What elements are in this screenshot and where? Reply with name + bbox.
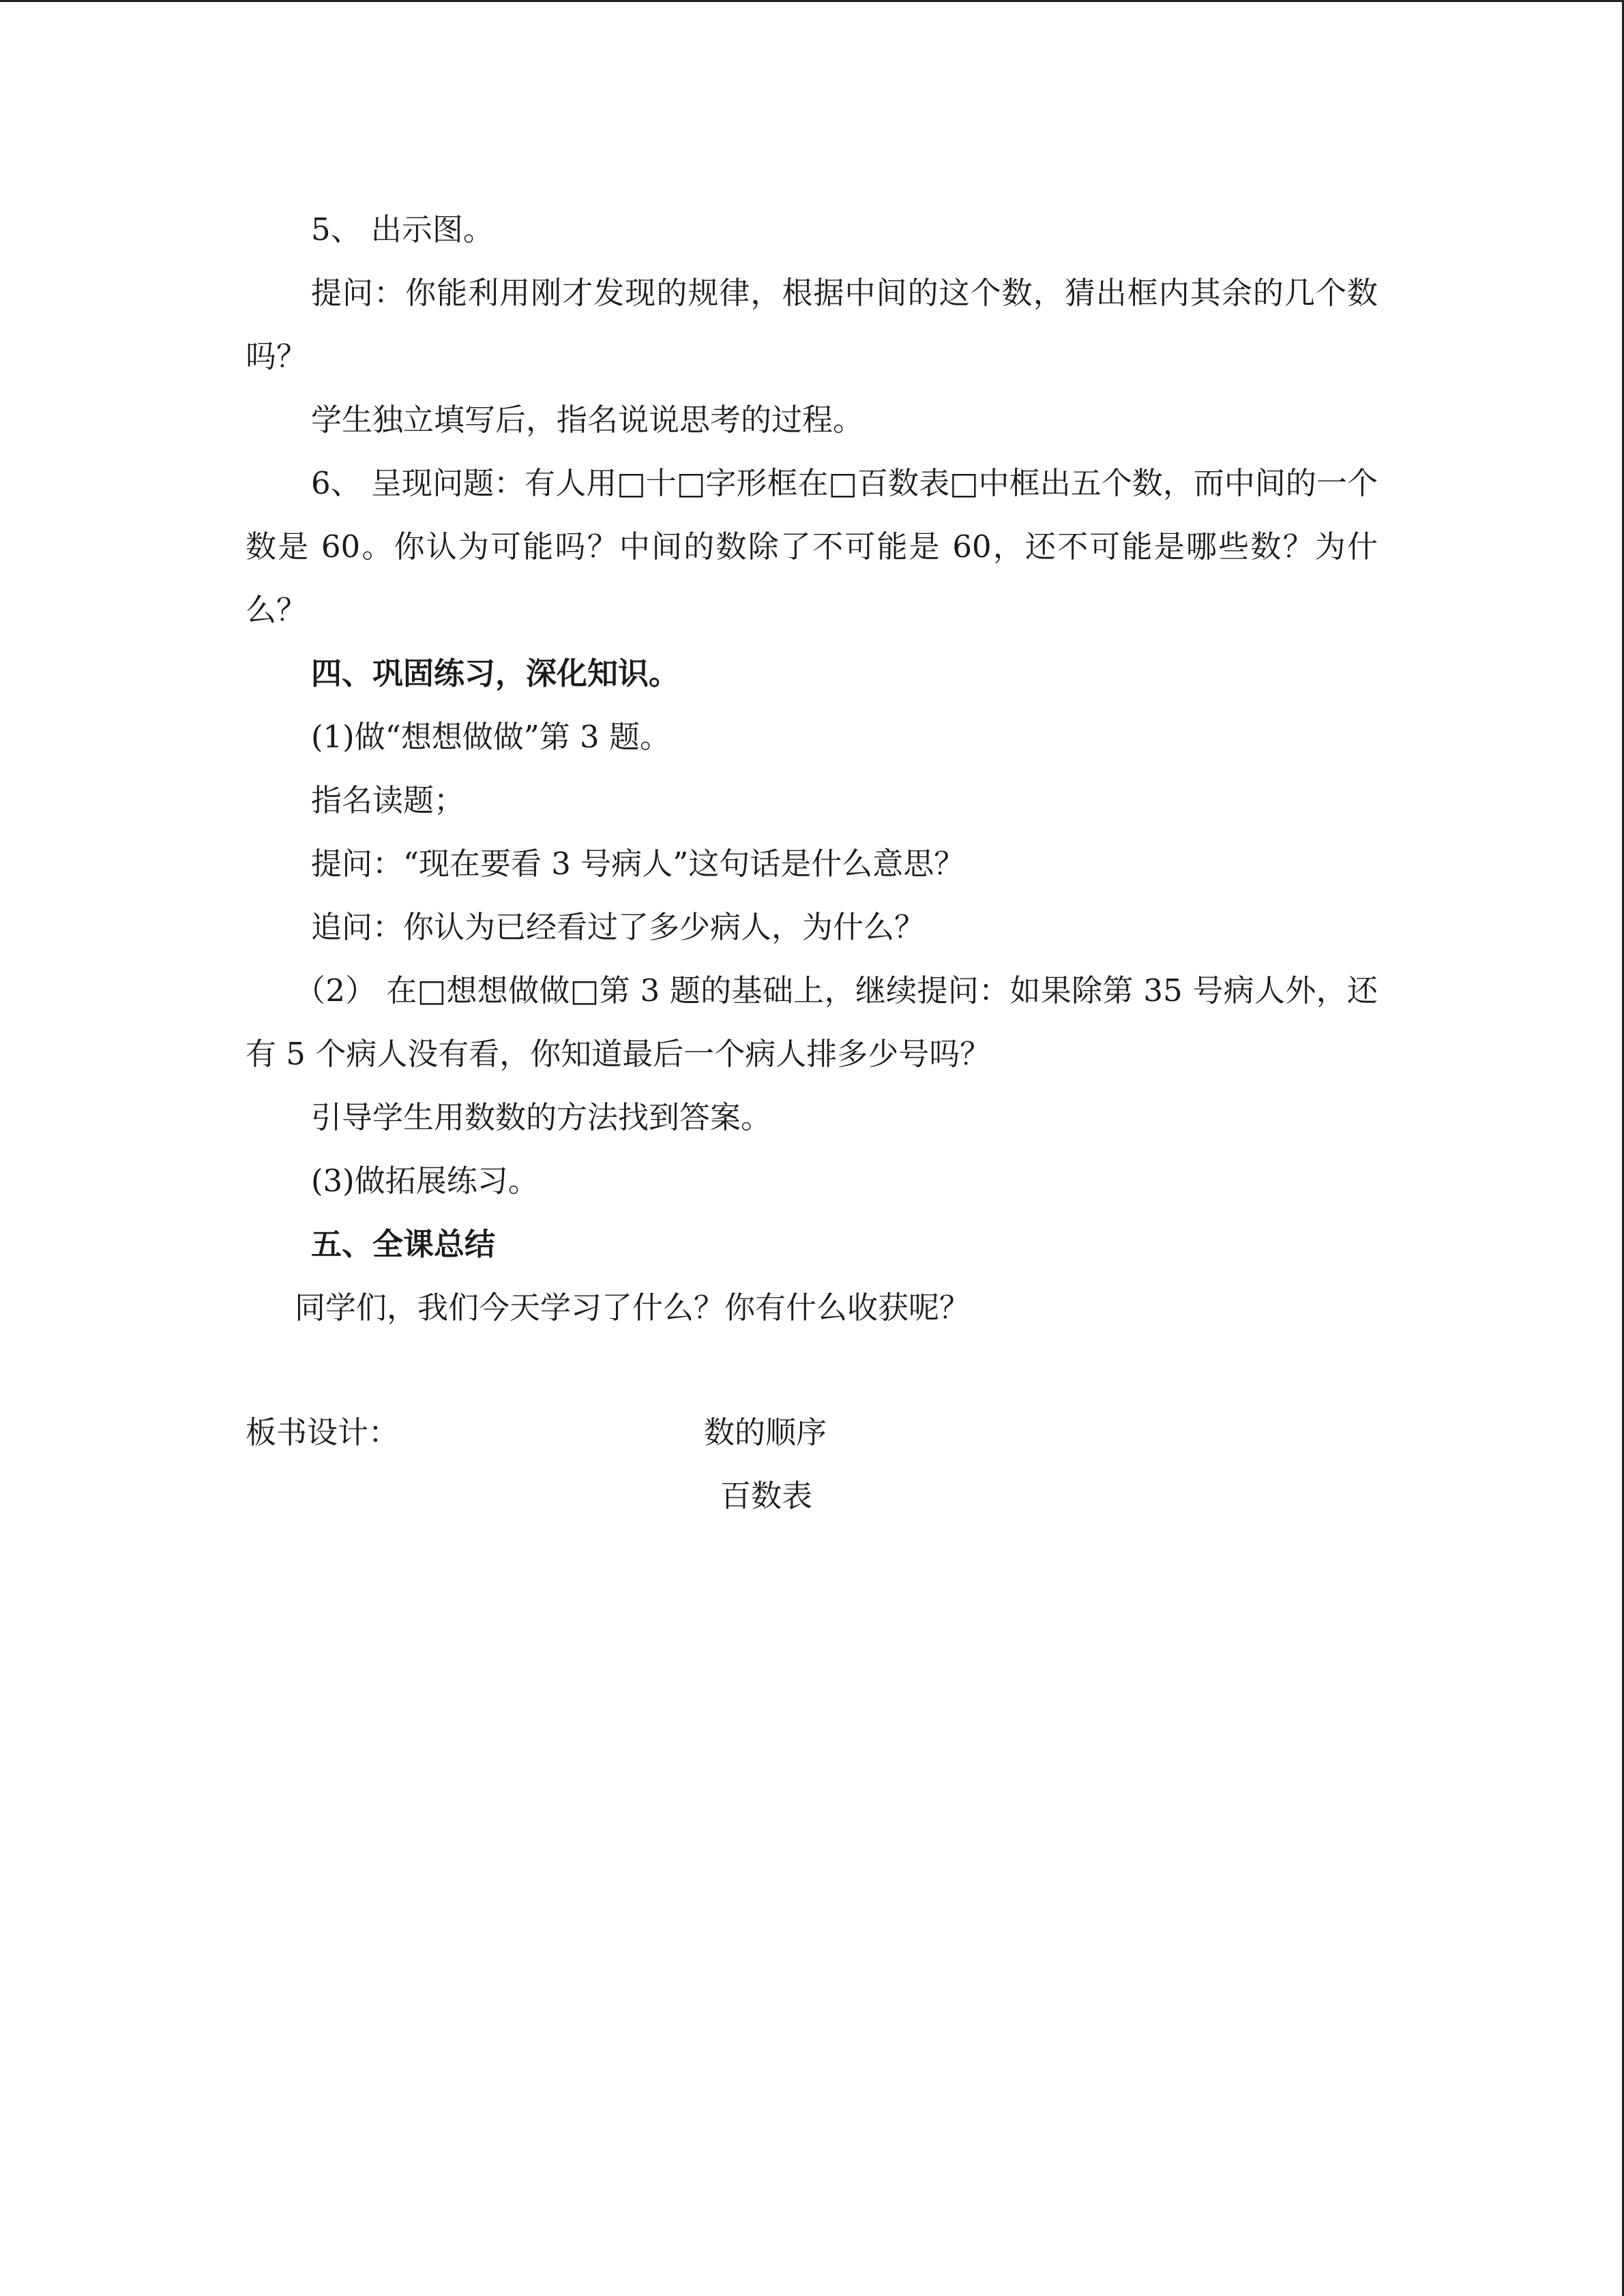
paragraph-students-fill: 学生独立填写后，指名说说思考的过程。 [311, 402, 864, 438]
board-design-label: 板书设计： [246, 1414, 400, 1450]
board-design-title: 数的顺序 [704, 1414, 827, 1450]
paragraph-exercise-1: (1)做“想想做做”第 3 题。 [311, 719, 670, 755]
paragraph-guide-counting: 引导学生用数数的方法找到答案。 [311, 1099, 772, 1135]
document-page [246, 198, 1378, 1537]
paragraph-ask-meaning: 提问：“现在要看 3 号病人”这句话是什么意思？ [311, 846, 965, 882]
top-border-line [0, 0, 1624, 2]
paragraph-step-5: 5、 出示图。 [311, 211, 494, 248]
paragraph-follow-up: 追问：你认为已经看过了多少病人，为什么？ [311, 909, 926, 945]
paragraph-step-6: 6、 呈现问题：有人用□十□字形框在□百数表□中框出五个数，而中间的一个数是 60。你认为可能吗？中间的数除了不可能是 60，还不可能是哪些数？为什么？ [246, 465, 1378, 628]
heading-section-4: 四、巩固练习，深化知识。 [311, 655, 680, 691]
paragraph-exercise-2: （2） 在□想想做做□第 3 题的基础上，继续提问：如果除第 35 号病人外，还有 5 个病人没有看，你知道最后一个病人排多少号吗？ [246, 972, 1378, 1072]
paragraph-read-question: 指名读题； [311, 782, 465, 818]
board-design [246, 1401, 1378, 1537]
paragraph-question-guess: 提问：你能利用刚才发现的规律，根据中间的这个数，猜出框内其余的几个数吗？ [246, 275, 1378, 374]
heading-section-5: 五、全课总结 [311, 1226, 496, 1262]
paragraph-exercise-3: (3)做拓展练习。 [311, 1163, 539, 1199]
board-design-subtitle: 百数表 [720, 1478, 813, 1514]
paragraph-summary-question: 同学们，我们今天学习了什么？你有什么收获呢？ [295, 1289, 971, 1326]
